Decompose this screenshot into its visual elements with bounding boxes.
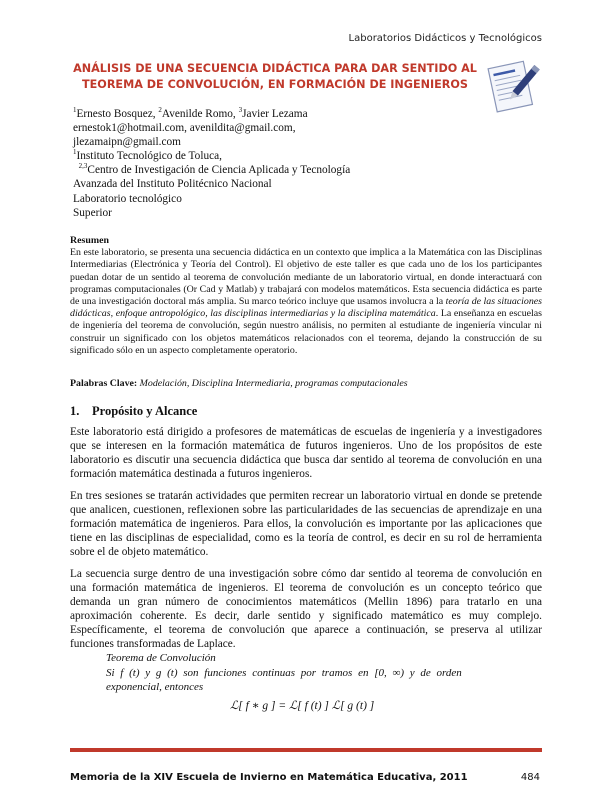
paper-title (70, 61, 480, 93)
running-header: Laboratorios Didácticos y Tecnológicos (348, 33, 542, 44)
theorem-line-2: exponencial, entonces (106, 681, 204, 693)
paragraph-1: Este laboratorio está dirigido a profesores de matemáticas de escuelas de ingeniería y a investigadores que se interesen en la formación matemática de futuros ingenieros. Uno de los propósitos de este laboratorio es discutir una secuencia didáctica que busca dar sentido al teorema de convolución en una formación matemática destinada a futuros ingenieros. (70, 426, 542, 480)
section-title: Propósito y Alcance (92, 404, 198, 418)
theorem-line-1: Si f (t) y g (t) son funciones continuas por tramos en [0, ∞) y de orden (106, 666, 462, 679)
paragraph-2: En tres sesiones se tratarán actividades que permiten recrear un laboratorio virtual en donde se pretende que analicen, cuestionen, reflexionen sobre las particularidades de las secuencias de aprendizaje en una formación matemática de ingenieros. Para ellos, la convolución es importante por las aplicaciones que tiene en las disciplinas de especialidad, como es la teoría de control, es decir en su rol de herramienta sobre el de objeto matemático. (70, 490, 542, 558)
keywords-text: Modelación, Disciplina Intermediaria, programas computacionales (139, 378, 408, 389)
theorem-title: Teorema de Convolución (106, 652, 216, 664)
author-emails-2: jlezamaipn@gmail.com (73, 136, 181, 149)
paragraph-3: La secuencia surge dentro de una investigación sobre cómo dar sentido al teorema de convolución en una formación matemática de ingenieros. El teorema de convolución es un concepto teórico que demanda un gran número de conocimientos matemáticos (Mellin 1896) para tratarlo en una aproximación coherente. Es decir, darle sentido y significado matemático es muy complejo. Específicamente, el teorema de convolución que aparece a continuación, se preserva al utilizar funciones transformadas de Laplace. (70, 568, 542, 650)
footer-citation: Memoria de la XIV Escuela de Invierno en Matemática Educativa, 2011 (70, 772, 468, 783)
abstract (70, 235, 542, 357)
abstract-heading: Resumen (70, 235, 109, 246)
affiliation-1: $^1$Instituto Tecnológico de Toluca, (73, 148, 222, 163)
document-pen-icon (482, 56, 544, 114)
convolution-formula: ℒ[ f ∗ g ] = ℒ[ f (t) ] ℒ[ g (t) ] (230, 700, 375, 712)
abstract-body: En este laboratorio, se presenta una secuencia didáctica en un contexto que implica a la Matemática con las Disciplinas Intermediarias (Electrónica y Teoría del Control). El objetivo de este taller es que cada uno de los los participantes puedan dotar de un sentido al teorema de convolución mediante de un laboratorio virtual, en donde interactuará con programas computacionales (Or Cad y Matlab) y trabajará con modelos matemáticos. Esta secuencia didáctica es parte de una investigación doctoral más amplia. Su marco teórico incluye que usamos involucra a la teoría de las situaciones didácticas, enfoque antropológico, las disciplinas intermediarias y la disciplina matemática. La enseñanza en escuelas de ingeniería del teorema de convolución, según nuestro análisis, no permiten al estudiante de ingeniería vincular ni construir un significado con los objetos matemáticos relacionados con el teorema, dejando la construcción de su significado sólo en un aspecto completamente operatorio. (70, 247, 542, 356)
section-number: 1. (70, 404, 80, 418)
affiliation-5: Superior (73, 206, 112, 219)
affiliation-2: $^{2,3}$Centro de Investigación de Ciencia Aplicada y Tecnología (78, 162, 351, 177)
author-emails-1: ernestok1@hotmail.com, avenildita@gmail.com, (73, 122, 296, 135)
footer-divider (70, 748, 542, 752)
title-line-1: ANÁLISIS DE UNA SECUENCIA DIDÁCTICA PARA DAR SENTIDO AL (73, 62, 477, 75)
author-block (73, 107, 350, 220)
affiliation-3: Avanzada del Instituto Politécnico Nacional (73, 178, 272, 191)
affiliation-4: Laboratorio tecnológico (73, 192, 182, 205)
title-line-2: TEOREMA DE CONVOLUCIÓN, EN FORMACIÓN DE INGENIEROS (82, 78, 468, 91)
page-number: 484 (520, 772, 540, 783)
keywords-label: Palabras Clave: (70, 378, 138, 389)
author-names: $^1$Ernesto Bosquez, $^2$Avenilde Romo, $^3$Javier Lezama (73, 106, 308, 120)
theorem-block (106, 651, 540, 695)
keywords (70, 378, 542, 389)
section-heading (70, 404, 197, 419)
